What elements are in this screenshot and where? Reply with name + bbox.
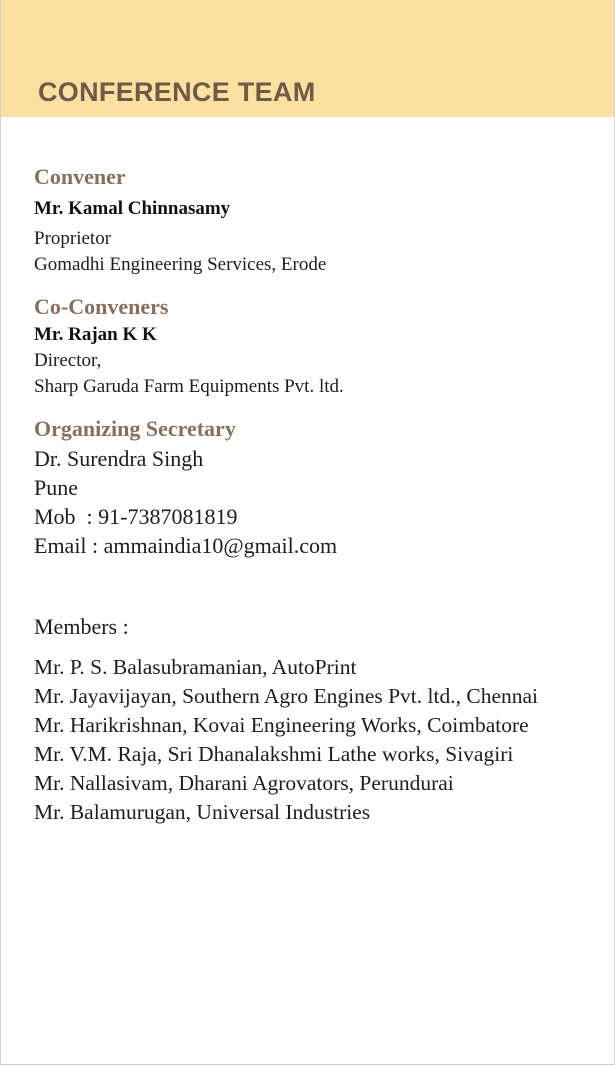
co-convener-organization: Sharp Garuda Farm Equipments Pvt. ltd. bbox=[34, 376, 344, 397]
member-item: Mr. V.M. Raja, Sri Dhanalakshmi Lathe works, Sivagiri bbox=[34, 742, 514, 766]
co-conveners-heading: Co-Conveners bbox=[34, 294, 169, 319]
co-convener-designation: Director, bbox=[34, 350, 102, 371]
member-item: Mr. Harikrishnan, Kovai Engineering Works, Coimbatore bbox=[34, 713, 529, 737]
organizing-secretary-section bbox=[34, 414, 609, 560]
member-item: Mr. Nallasivam, Dharani Agrovators, Perundurai bbox=[34, 771, 454, 795]
organizing-secretary-heading: Organizing Secretary bbox=[34, 416, 236, 441]
members-section bbox=[34, 612, 609, 827]
secretary-city: Pune bbox=[34, 475, 78, 500]
member-item: Mr. Jayavijayan, Southern Agro Engines Pvt. ltd., Chennai bbox=[34, 684, 539, 708]
co-convener-name: Mr. Rajan K K bbox=[34, 324, 157, 345]
convener-section bbox=[34, 162, 609, 278]
convener-heading: Convener bbox=[34, 164, 126, 189]
convener-name: Mr. Kamal Chinnasamy bbox=[34, 198, 231, 219]
co-conveners-section bbox=[34, 292, 609, 400]
member-item: Mr. Balamurugan, Universal Industries bbox=[34, 800, 371, 824]
convener-designation: Proprietor bbox=[34, 228, 112, 249]
secretary-mobile: Mob : 91-7387081819 bbox=[34, 504, 238, 529]
header-band bbox=[1, 0, 614, 117]
secretary-name: Dr. Surendra Singh bbox=[34, 446, 204, 471]
members-heading: Members : bbox=[34, 614, 129, 639]
member-item: Mr. P. S. Balasubramanian, AutoPrint bbox=[34, 655, 357, 679]
team-content bbox=[34, 162, 609, 827]
convener-organization: Gomadhi Engineering Services, Erode bbox=[34, 254, 327, 275]
page-title: CONFERENCE TEAM bbox=[38, 77, 316, 107]
secretary-email: Email : ammaindia10@gmail.com bbox=[34, 533, 338, 558]
